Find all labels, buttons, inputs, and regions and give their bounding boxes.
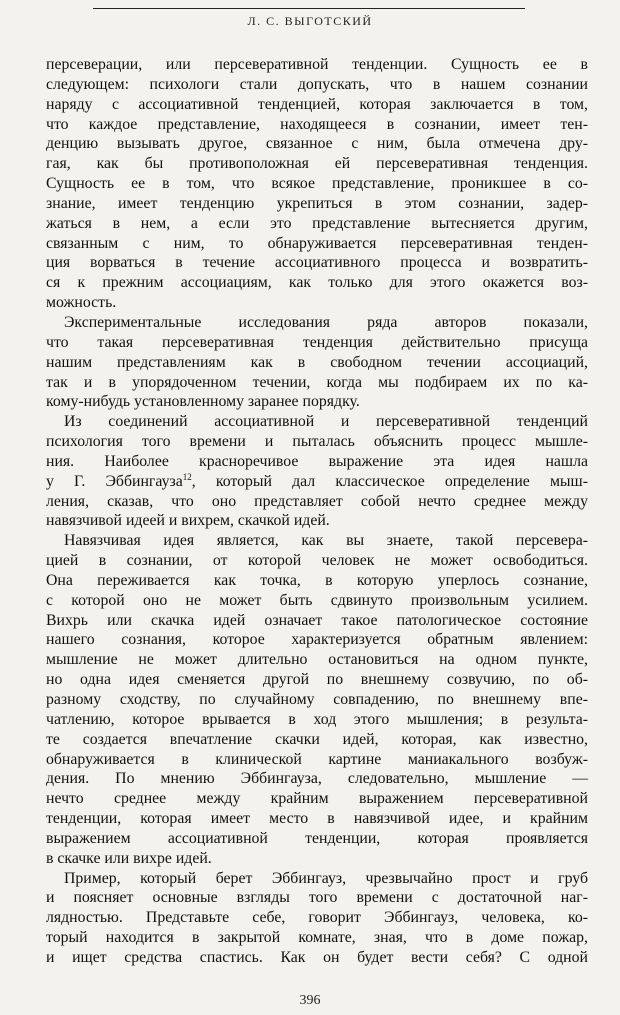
- paragraph-end-line: можность.: [46, 294, 117, 312]
- text-line: и поясняет основные взгляды того времени с достаточной наг-: [46, 889, 588, 907]
- paragraph-end-line: кому-нибудь установленному заранее порядку.: [46, 393, 360, 411]
- page-number: 396: [299, 993, 321, 1008]
- paragraph-first-line: Экспериментальные исследования ряда авторов показали,: [64, 313, 588, 331]
- text-line: цией в сознании, от которой человек не может освободиться.: [46, 552, 588, 570]
- text-line: Она переживается как точка, в которую уперлось сознание,: [46, 571, 588, 589]
- text-line: нечто среднее между крайним выражением персеверативной: [46, 790, 588, 808]
- text-line: Вихрь или скачка идей означает такое патологическое состояние: [46, 611, 588, 629]
- paragraph-end-line: навязчивой идеей и вихрем, скачкой идей.: [46, 512, 330, 530]
- paragraph-first-line: Пример, который берет Эббингауз, чрезвычайно прост и груб: [64, 869, 588, 887]
- paragraph-end-line: в скачке или вихре идей.: [46, 849, 212, 867]
- text-line: обнаруживается в клинической картине маниакального возбуж-: [46, 750, 588, 768]
- text-line: но одна идея сменяется другой по внешнему созвучию, по об-: [46, 671, 588, 689]
- text-line: ния. Наиболее красноречивое выражение эта идея нашла: [46, 452, 588, 470]
- text-line: ция ворваться в течение ассоциативного процесса и возвратить-: [46, 254, 588, 272]
- text-line: торый находится в закрытой комнате, зная, что в доме пожар,: [46, 929, 588, 947]
- text-line: психология того времени и пыталась объяснить процесс мышле-: [46, 433, 588, 451]
- text-line: чатлению, которое врывается в ход этого мышления; в результа-: [46, 710, 588, 728]
- text-line: знание, имеет тенденцию укрепиться в этом сознании, задер-: [46, 194, 588, 212]
- paragraph-first-line: Из соединений ассоциативной и персеверативной тенденций: [64, 413, 588, 431]
- text-line: денцию вызывать другое, связанное с ним, была отмечена дру-: [46, 135, 588, 153]
- body-text: [46, 55, 588, 968]
- text-line: следующем: психологи стали допускать, что в нашем сознании: [46, 75, 588, 93]
- footnote-marker: 12: [182, 471, 192, 482]
- text-line: гая, как бы противоположная ей персеверативная тенденция.: [46, 155, 588, 173]
- text-line: наряду с ассоциативной тенденцией, которая заключается в том,: [46, 95, 588, 113]
- header-rule: [93, 8, 525, 9]
- paragraph-first-line: Навязчивая идея является, как вы знаете, такой персевера-: [64, 532, 588, 550]
- text-line: связанным с ним, то обнаруживается персеверативная тенден-: [46, 234, 588, 252]
- text-line: и ищет средства спастись. Как он будет вести себя? С одной: [46, 948, 588, 966]
- text-line: так и в упорядоченном течении, когда мы подбираем их по ка-: [46, 373, 588, 391]
- text-line: жаться в нем, а если это представление вытесняется другим,: [46, 214, 588, 232]
- text-line: мышление не может длительно остановиться на одном пункте,: [46, 651, 588, 669]
- text-line: нашего сознания, которое характеризуется обратным явлением:: [46, 631, 588, 649]
- text-segment: , который дал классическое определение мыш-: [191, 472, 588, 490]
- text-line: ся к прежним ассоциациям, как только для этого окажется воз-: [46, 274, 588, 292]
- text-line: что каждое представление, находящееся в сознании, имеет тен-: [46, 115, 588, 133]
- text-line: те создается впечатление скачки идей, которая, как известно,: [46, 730, 588, 748]
- text-line: разному сходству, по случайному совпадению, по внешнему впе-: [46, 691, 588, 708]
- text-segment: у Г. Эббингауза: [46, 472, 183, 490]
- text-line: что такая персеверативная тенденция действительно присуща: [46, 333, 588, 351]
- text-line: выражением ассоциативной тенденции, которая проявляется: [46, 829, 588, 847]
- text-line: нашим представлениям как в свободном течении ассоциаций,: [46, 353, 588, 371]
- text-line: персеверации, или персеверативной тенденции. Сущность ее в: [46, 56, 588, 73]
- running-head: Л. С. ВЫГОТСКИЙ: [247, 14, 373, 28]
- text-line: тенденции, которая имеет место в навязчивой идее, и крайним: [46, 810, 588, 828]
- text-line: Сущность ее в том, что всякое представление, проникшее в со-: [46, 175, 588, 193]
- text-line: дения. По мнению Эббингауза, следовательно, мышление —: [46, 770, 588, 788]
- text-line-with-footnote: [46, 472, 588, 492]
- text-line: с которой оно не может быть сдвинуто произвольным усилием.: [46, 591, 588, 609]
- text-line: лядностью. Представьте себе, говорит Эббингауз, человека, ко-: [46, 909, 588, 927]
- text-line: ления, сказав, что оно представляет собой нечто среднее между: [46, 492, 588, 510]
